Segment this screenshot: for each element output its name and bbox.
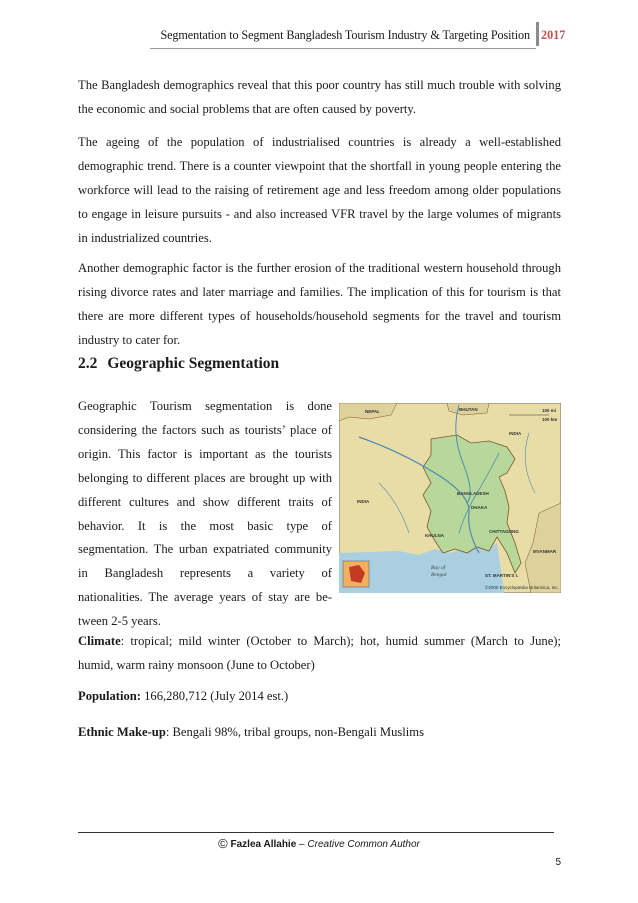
section-title: Geographic Segmentation: [107, 355, 280, 372]
header-separator: [536, 22, 539, 46]
copyright-icon: ©: [218, 836, 228, 851]
ethnic-label: Ethnic Make-up: [78, 725, 166, 739]
label-india-left: INDIA: [357, 499, 370, 504]
climate-text: : tropical; mild winter (October to March); hot, humid summer (March to June); humid, warm rainy monsoon (June to October): [78, 634, 561, 672]
paragraph-ageing: The ageing of the population of industrialised countries is already a well-established demographic trend. There is a counter viewpoint that the shortfall in young people entering the workforce will lead to the raising of retirement age and less freedom among older populations to engage in leisure pursuits - and also increased VFR travel by the large volumes of migrants in industrialized countries.: [78, 135, 561, 245]
label-chittagong: CHITTAGONG: [489, 529, 519, 534]
scale-kilometers: 100 km: [542, 417, 558, 422]
climate-paragraph: [78, 629, 561, 677]
label-nepal: NEPAL: [365, 409, 380, 414]
climate-label: Climate: [78, 634, 121, 648]
label-bengal: Bengal: [431, 572, 447, 578]
paragraph-demographics: The Bangladesh demographics reveal that this poor country has still much trouble with solving the economic and social problems that are often caused by poverty.: [78, 78, 561, 116]
population-paragraph: [78, 684, 561, 708]
map-copyright: ©2000 Encyclopædia Britannica, Inc.: [485, 585, 559, 590]
section-heading: [78, 355, 279, 373]
footer-rule: [78, 832, 554, 833]
label-dhaka: DHAKA: [471, 505, 488, 510]
label-st-martins: ST. MARTIN'S I.: [485, 573, 519, 578]
population-label: Population:: [78, 689, 141, 703]
section-number: 2.2: [78, 355, 98, 372]
label-bangladesh: BANGLADESH: [457, 491, 489, 496]
page-footer: [0, 836, 638, 851]
geographic-paragraph: Geographic Tourism segmentation is done considering the factors such as tourists’ place of origin. This factor is important as the tourists belonging to different places are brought up with different cultures and show different traits of behavior. It is the most basic type of segmentation. The urban expatriated community in Bangladesh represents a variety of nationalities. The average years of stay are be-tween 2-5 years.: [78, 399, 332, 629]
footer-dash: –: [296, 839, 308, 850]
footer-author: Fazlea Allahie: [230, 839, 297, 850]
label-india-top: INDIA: [509, 431, 522, 436]
header-year: 2017: [541, 28, 566, 42]
page-header: [150, 18, 570, 44]
label-bay-of: Bay of: [431, 565, 446, 571]
ethnic-paragraph: [78, 720, 561, 744]
label-bhutan: BHUTAN: [459, 407, 478, 412]
scale-miles: 100 mi: [542, 408, 557, 413]
population-text: 166,280,712 (July 2014 est.): [140, 689, 289, 703]
label-myanmar: MYANMAR: [533, 549, 557, 554]
header-title: Segmentation to Segment Bangladesh Tourism Industry & Targeting Position: [160, 28, 530, 42]
label-khulna: KHULNA: [425, 533, 444, 538]
footer-role: Creative Common Author: [307, 839, 420, 850]
paragraph-household: Another demographic factor is the further erosion of the traditional western household through rising divorce rates and later marriage and families. The implication of this for tourism is that there are more different types of households/household segments for the travel and tourism industry to cater for.: [78, 261, 561, 347]
header-rule: [150, 48, 536, 49]
ethnic-text: : Bengali 98%, tribal groups, non-Bengali Muslims: [165, 725, 424, 739]
bangladesh-map: [339, 403, 561, 593]
page-number: 5: [555, 857, 561, 868]
